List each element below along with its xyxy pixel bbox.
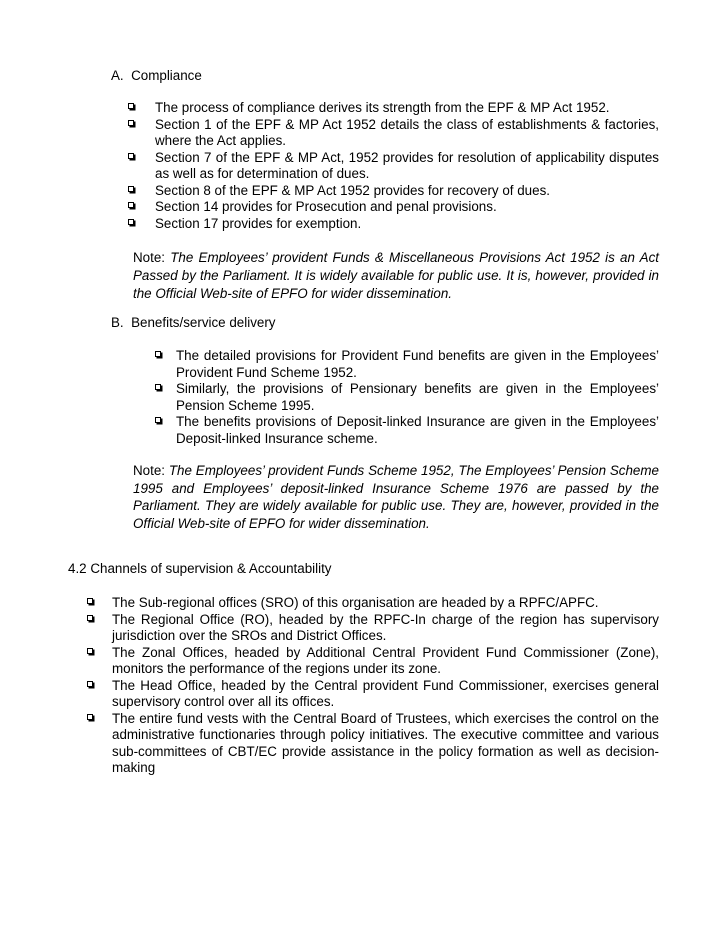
note-text: The Employees’ provident Funds & Miscellaneous Provisions Act 1952 is an Act Passed by the Parliament. It is widely available for public use. It is, however, provided in the Official Web-site of EPFO for wider dissemination. <box>133 250 659 301</box>
list-item: Section 7 of the EPF & MP Act, 1952 provides for resolution of applicability disputes as well as for determination of dues. <box>128 150 659 183</box>
section-a-note <box>133 249 659 303</box>
section-a-marker: A. <box>111 68 124 83</box>
section-b-title: Benefits/service delivery <box>131 315 276 330</box>
list-item: Section 8 of the EPF & MP Act 1952 provides for recovery of dues. <box>128 183 659 200</box>
checkbox-bullet-icon <box>128 103 134 109</box>
list-item: Similarly, the provisions of Pensionary benefits are given in the Employees’ Pension Scheme 1995. <box>155 381 659 414</box>
checkbox-bullet-icon <box>128 120 134 126</box>
checkbox-bullet-icon <box>87 615 93 621</box>
list-item: Section 1 of the EPF & MP Act 1952 details the class of establishments & factories, where the Act applies. <box>128 117 659 150</box>
list-item: The Regional Office (RO), headed by the RPFC-In charge of the region has supervisory jurisdiction over the SROs and District Offices. <box>87 612 659 645</box>
list-item: Section 17 provides for exemption. <box>128 216 659 233</box>
note-text: The Employees’ provident Funds Scheme 1952, The Employees’ Pension Scheme 1995 and Employees’ deposit-linked Insurance Scheme 1976 are passed by the Parliament. They are widely available for public use. They are, however, provided in the Official Web-site of EPFO for wider dissemination. <box>133 463 659 531</box>
section-b-bullet-list <box>155 348 659 447</box>
section-a-heading <box>111 68 202 85</box>
checkbox-bullet-icon <box>87 681 93 687</box>
list-item: The detailed provisions for Provident Fund benefits are given in the Employees’ Provident Fund Scheme 1952. <box>155 348 659 381</box>
checkbox-bullet-icon <box>87 598 93 604</box>
checkbox-bullet-icon <box>128 153 134 159</box>
list-item: Section 14 provides for Prosecution and penal provisions. <box>128 199 659 216</box>
list-item: The Sub-regional offices (SRO) of this organisation are headed by a RPFC/APFC. <box>87 595 659 612</box>
list-item: The entire fund vests with the Central Board of Trustees, which exercises the control on the administrative functionaries through policy initiatives. The executive committee and various sub-committees of CBT/EC provide assistance in the policy formation as well as decision-making <box>87 711 659 777</box>
checkbox-bullet-icon <box>128 186 134 192</box>
list-item: The Zonal Offices, headed by Additional Central Provident Fund Commissioner (Zone), monitors the performance of the regions under its zone. <box>87 645 659 678</box>
list-item: The Head Office, headed by the Central provident Fund Commissioner, exercises general supervisory control over all its offices. <box>87 678 659 711</box>
note-label: Note: <box>133 250 166 265</box>
checkbox-bullet-icon <box>155 351 161 357</box>
checkbox-bullet-icon <box>87 648 93 654</box>
section-4-2-bullet-list <box>87 595 659 777</box>
checkbox-bullet-icon <box>128 219 134 225</box>
checkbox-bullet-icon <box>155 384 161 390</box>
section-b-marker: B. <box>111 315 124 330</box>
section-4-2-heading: 4.2 Channels of supervision & Accountability <box>68 561 332 576</box>
list-item: The benefits provisions of Deposit-linked Insurance are given in the Employees’ Deposit-linked Insurance scheme. <box>155 414 659 447</box>
list-item: The process of compliance derives its strength from the EPF & MP Act 1952. <box>128 100 659 117</box>
section-b-heading <box>111 315 276 332</box>
section-b-note <box>133 462 659 532</box>
checkbox-bullet-icon <box>155 417 161 423</box>
checkbox-bullet-icon <box>87 714 93 720</box>
section-a-bullet-list <box>128 100 659 232</box>
note-label: Note: <box>133 463 166 478</box>
section-a-title: Compliance <box>131 68 202 83</box>
checkbox-bullet-icon <box>128 202 134 208</box>
